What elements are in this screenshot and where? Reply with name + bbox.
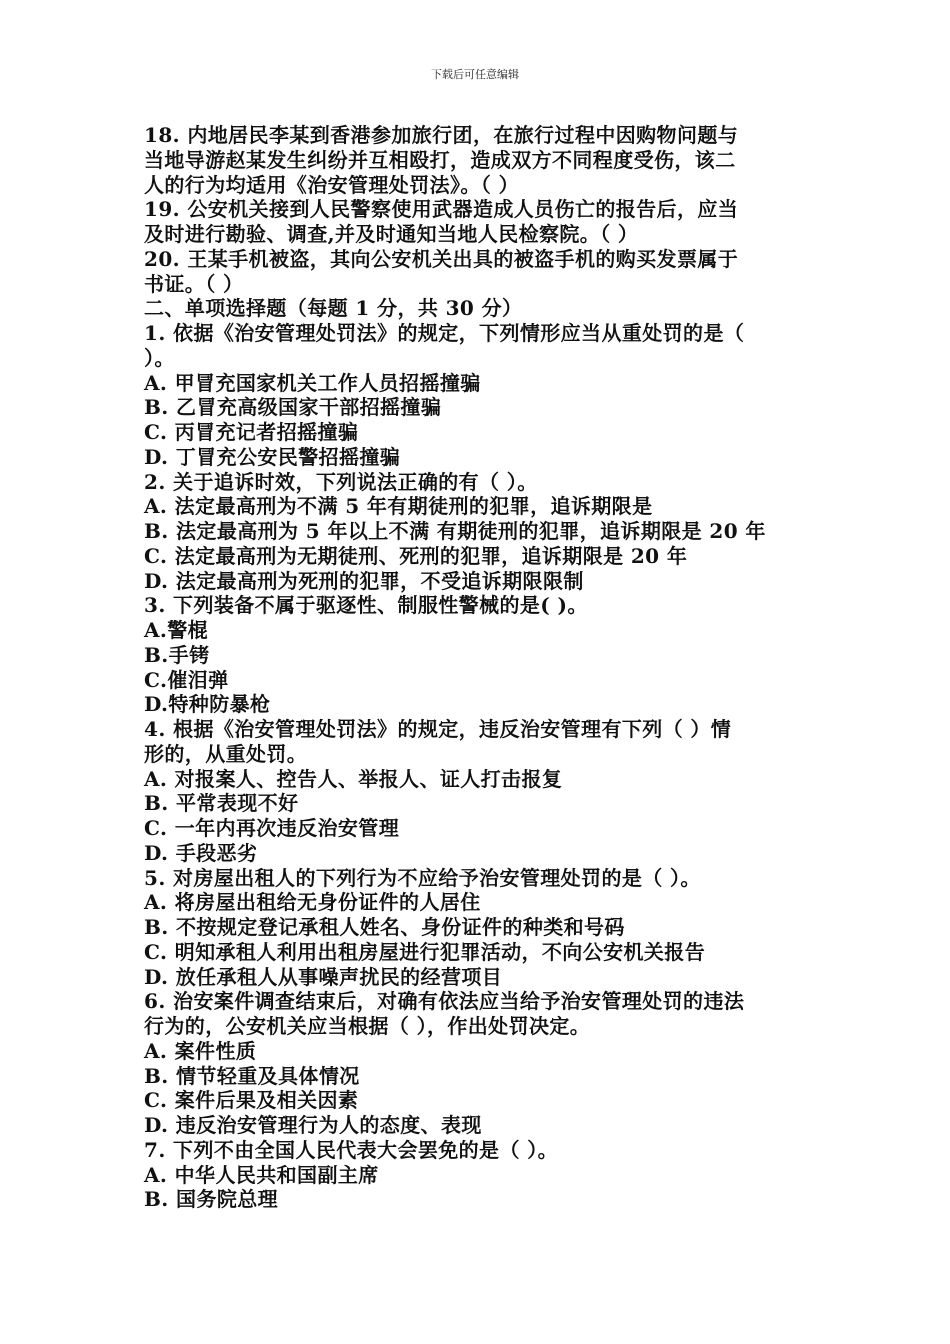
option-line: C. 法定最高刑为无期徒刑、死刑的犯罪，追诉期限是 20 年 (144, 543, 688, 568)
option-line: D.特种防暴枪 (144, 692, 271, 717)
question-line: 1. 依据《治安管理处罚法》的规定，下列情形应当从重处罚的是（ (144, 321, 745, 345)
option-line: C. 一年内再次违反治安管理 (144, 816, 400, 840)
option-line: C.催泪弹 (144, 667, 229, 692)
option-line: D. 违反治安管理行为人的态度、表现 (144, 1113, 482, 1137)
text-line: 及时进行勘验、调查,并及时通知当地人民检察院。（ ） (144, 222, 639, 246)
text-line: 19. 公安机关接到人民警察使用武器造成人员伤亡的报告后，应当 (144, 197, 739, 222)
option-line: C. 案件后果及相关因素 (144, 1088, 359, 1113)
text-line: 行为的，公安机关应当根据（ ），作出处罚决定。 (144, 1014, 591, 1038)
option-line: D. 放任承租人从事噪声扰民的经营项目 (144, 964, 503, 989)
option-line: B. 平常表现不好 (144, 791, 299, 816)
option-line: A. 法定最高刑为不满 5 年有期徒刑的犯罪，追诉期限是 (144, 494, 653, 519)
text-line: 当地导游赵某发生纠纷并互相殴打，造成双方不同程度受伤，该二 (144, 147, 736, 172)
option-line: A. 案件性质 (144, 1038, 257, 1063)
text-line: 书证。（ ） (144, 271, 244, 296)
option-line: B. 法定最高刑为 5 年以上不满 有期徒刑的犯罪，追诉期限是 20 年 (144, 519, 766, 543)
option-line: B. 乙冒充高级国家干部招摇撞骗 (144, 395, 442, 420)
option-line: A. 中华人民共和国副主席 (144, 1162, 379, 1187)
option-line: B. 国务院总理 (144, 1187, 279, 1212)
question-line: 4. 根据《治安管理处罚法》的规定，违反治安管理有下列（ ）情 (144, 717, 732, 741)
document-body (144, 123, 814, 1212)
option-line: B.手铐 (144, 642, 210, 667)
text-line: 18. 内地居民李某到香港参加旅行团，在旅行过程中因购物问题与 (144, 123, 739, 147)
text-line: 人的行为均适用《治安管理处罚法》。（ ） (144, 172, 519, 197)
question-line: 5. 对房屋出租人的下列行为不应给予治安管理处罚的是（ ）。 (144, 865, 701, 890)
question-line: 3. 下列装备不属于驱逐性、制服性警械的是( )。 (144, 593, 588, 618)
option-line: D. 法定最高刑为死刑的犯罪，不受追诉期限限制 (144, 568, 584, 593)
question-line: 6. 治安案件调查结束后，对确有依法应当给予治安管理处罚的违法 (144, 989, 745, 1014)
option-line: B. 情节轻重及具体情况 (144, 1063, 360, 1088)
page-header: 下载后可任意编辑 (431, 68, 519, 81)
option-line: A. 甲冒充国家机关工作人员招摇撞骗 (144, 370, 481, 395)
option-line: C. 丙冒充记者招摇撞骗 (144, 420, 359, 444)
section-heading: 二、单项选择题（每题 1 分，共 30 分） (144, 296, 523, 321)
option-line: D. 丁冒充公安民警招摇撞骗 (144, 444, 401, 469)
option-line: D. 手段恶劣 (144, 840, 258, 865)
option-line: C. 明知承租人利用出租房屋进行犯罪活动，不向公安机关报告 (144, 939, 706, 964)
option-line: A. 对报案人、控告人、举报人、证人打击报复 (144, 766, 563, 791)
option-line: A. 将房屋出租给无身份证件的人居住 (144, 890, 481, 915)
text-line: 20. 王某手机被盗，其向公安机关出具的被盗手机的购买发票属于 (144, 246, 739, 271)
question-line: 7. 下列不由全国人民代表大会罢免的是（ ）。 (144, 1137, 559, 1162)
option-line: A.警棍 (144, 618, 209, 642)
option-line: B. 不按规定登记承租人姓名、身份证件的种类和号码 (144, 915, 625, 939)
text-line: ）。 (144, 345, 175, 370)
question-line: 2. 关于追诉时效，下列说法正确的有（ ）。 (144, 469, 538, 494)
text-line: 形的，从重处罚。 (144, 741, 308, 766)
